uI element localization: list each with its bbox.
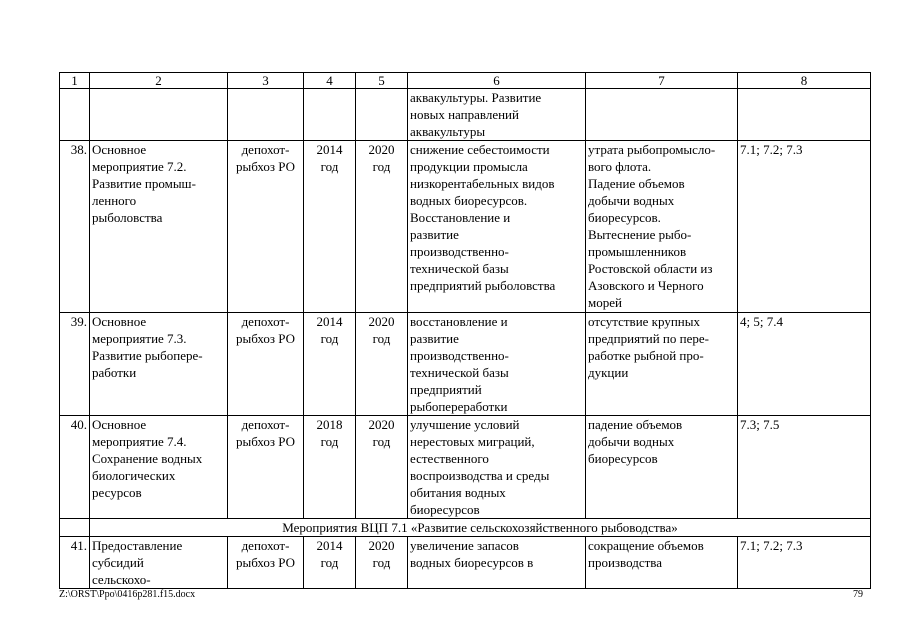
start-year: 2014 год <box>304 141 356 313</box>
header-cell: 2 <box>90 73 228 89</box>
header-cell: 3 <box>228 73 304 89</box>
expected-result: восстановление и развитие производственно- технической базы предприятий рыбопереработки <box>408 313 586 416</box>
header-cell: 7 <box>586 73 738 89</box>
end-year <box>356 89 408 141</box>
end-year: 2020 год <box>356 537 408 589</box>
document-table <box>59 72 871 589</box>
header-cell: 6 <box>408 73 586 89</box>
consequence: утрата рыбопромысло- вого флота. Падение объемов добычи водных биоресурсов. Вытеснение рыбо- промышленников Ростовской области из Азовского и Черного морей <box>586 141 738 313</box>
expected-result: аквакультуры. Развитие новых направлений аквакультуры <box>408 89 586 141</box>
section-row <box>60 519 871 537</box>
link-to-indicators: 4; 5; 7.4 <box>738 313 871 416</box>
executor: депохот- рыбхоз РО <box>228 141 304 313</box>
table-row <box>60 537 871 589</box>
start-year: 2014 год <box>304 537 356 589</box>
start-year <box>304 89 356 141</box>
row-number <box>60 89 90 141</box>
header-row <box>60 73 871 89</box>
start-year: 2014 год <box>304 313 356 416</box>
header-cell: 1 <box>60 73 90 89</box>
consequence <box>586 89 738 141</box>
table-row <box>60 89 871 141</box>
row-number: 41. <box>60 537 90 589</box>
activity-name <box>90 89 228 141</box>
footer-file-path: Z:\ORST\Ppo\0416p281.f15.docx <box>59 589 196 600</box>
link-to-indicators: 7.3; 7.5 <box>738 416 871 519</box>
start-year: 2018 год <box>304 416 356 519</box>
executor <box>228 89 304 141</box>
link-to-indicators: 7.1; 7.2; 7.3 <box>738 141 871 313</box>
expected-result: снижение себестоимости продукции промысла низкорентабельных видов водных биоресурсов. Восстановление и развитие производственно- технической базы предприятий рыболовства <box>408 141 586 313</box>
activity-name: Основное мероприятие 7.3. Развитие рыбопере- работки <box>90 313 228 416</box>
row-number: 40. <box>60 416 90 519</box>
link-to-indicators <box>738 89 871 141</box>
activity-name: Основное мероприятие 7.2. Развитие промыш- ленного рыболовства <box>90 141 228 313</box>
expected-result: увеличение запасов водных биоресурсов в <box>408 537 586 589</box>
row-number: 39. <box>60 313 90 416</box>
table-row <box>60 313 871 416</box>
table-row <box>60 141 871 313</box>
executor: депохот- рыбхоз РО <box>228 537 304 589</box>
consequence: падение объемов добычи водных биоресурсов <box>586 416 738 519</box>
end-year: 2020 год <box>356 416 408 519</box>
end-year: 2020 год <box>356 313 408 416</box>
header-cell: 8 <box>738 73 871 89</box>
header-cell: 4 <box>304 73 356 89</box>
row-number: 38. <box>60 141 90 313</box>
expected-result: улучшение условий нерестовых миграций, естественного воспроизводства и среды обитания водных биоресурсов <box>408 416 586 519</box>
section-title: Мероприятия ВЦП 7.1 «Развитие сельскохозяйственного рыбоводства» <box>90 519 871 537</box>
page-number: 79 <box>853 589 863 600</box>
executor: депохот- рыбхоз РО <box>228 416 304 519</box>
activity-name: Основное мероприятие 7.4. Сохранение водных биологических ресурсов <box>90 416 228 519</box>
executor: депохот- рыбхоз РО <box>228 313 304 416</box>
consequence: сокращение объемов производства <box>586 537 738 589</box>
table-row <box>60 416 871 519</box>
consequence: отсутствие крупных предприятий по пере- работке рыбной про- дукции <box>586 313 738 416</box>
link-to-indicators: 7.1; 7.2; 7.3 <box>738 537 871 589</box>
header-cell: 5 <box>356 73 408 89</box>
end-year: 2020 год <box>356 141 408 313</box>
activity-name: Предоставление субсидий сельскохо- <box>90 537 228 589</box>
